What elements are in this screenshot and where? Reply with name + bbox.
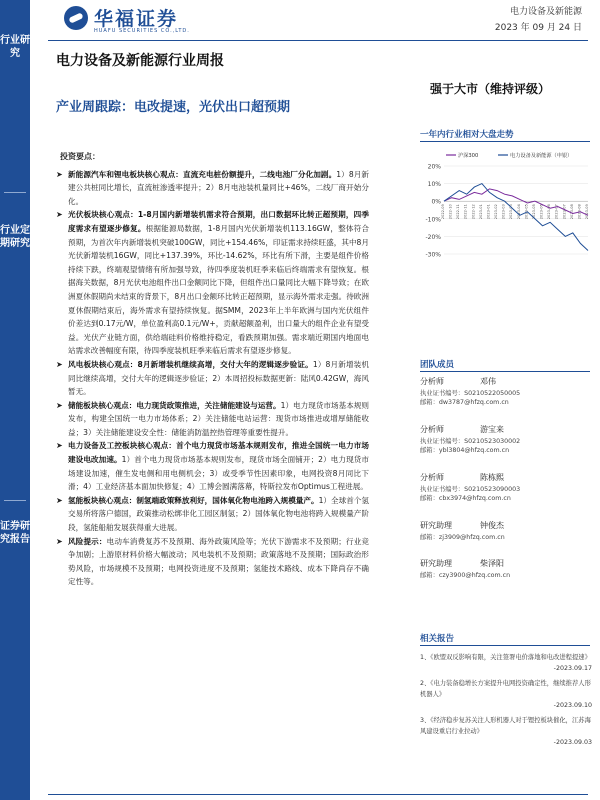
analyst-cert: 执业证书编号：S0210522050005: [420, 390, 521, 397]
x-tick-label: 2023-05: [524, 204, 529, 220]
arrow-bullet-icon: ➤: [56, 441, 63, 451]
sidebar-divider: [4, 500, 26, 501]
analyst-cert: 执业证书编号：S0210523090003: [420, 486, 521, 493]
sidebar-label-periodic: 行业定期研究: [0, 225, 30, 249]
header-divider: [48, 40, 588, 41]
x-tick-label: 2023-08: [577, 204, 582, 220]
analyst-cert: 执业证书编号：S0210523030002: [420, 438, 521, 445]
report-subtitle: 产业周跟踪：电改提速，光伏出口超预期: [56, 100, 291, 115]
paragraph-solar: ➤ 光伏板块核心观点：1-8月国内新增装机需求符合预期，出口数据环比转正超预期，四季度需求有望逐步修复。根据能源局数据，1-8月国内光伏新增装机113.16GW，整体符合预期，为首次年内新增装机突破100GW，同比+154.46%，印证需求持续旺盛，其中8月光伏新增装机16GW，同比+137.39%，环比-14.62%，环比有所下滑，主要是组件价格持续下跌，终端观望情绪有所加强导致，待四季度装机旺季来临后终端需求有望恢复。根据海关数据，8月光伏电池组件出口金额同比下降，但组件出口量同比大幅下降导致；在欧洲夏休假期尚未结束的背景下，8月出口金额环比转正超预期，显示海外需求走强。待欧洲夏休假期结束后，海外需求有望持续恢复。据SMM，2023年上半年欧洲与国内光伏组件价差达到0.17元/W，单位盈利高0.1元/W+，贡献超额盈利，出口量大的组件企业有望受益。光伏产业链方面，供给端硅料价格维持稳定，看跌预期加强。需求端近期国内地面电站需求改善幅度有限，待四季度装机旺季来临后需求有望逐步修复。: [56, 210, 370, 356]
x-tick-label: 2023-03: [501, 204, 506, 220]
logo-name-cn: 华福证券: [94, 8, 179, 30]
y-tick-label: 20%: [427, 163, 441, 171]
rating-badge: 强于大市（维持评级）: [430, 82, 551, 96]
investment-highlights: [56, 150, 369, 589]
company-logo: [64, 3, 214, 37]
x-tick-label: 2023-07: [562, 204, 567, 220]
arrow-bullet-icon: ➤: [56, 210, 63, 220]
analyst-name: 柴泽阳: [480, 559, 504, 568]
x-tick-label: 2023-09: [585, 204, 589, 220]
x-tick-label: 2022-10: [448, 204, 453, 220]
sidebar: [0, 0, 30, 800]
related-report-date: -2023.09.10: [553, 702, 592, 709]
paragraph-hydrogen: ➤ 氢能板块核心观点：制氢端政策释放利好，国体氧化物电池跨入规模量产。1）全球首个氢交易所将落户德国，政策推动松绑非化工园区制氢；2）国体氧化物电池将跨入规模量产阶段，氢能船舶发展获得重大进展。: [56, 495, 369, 533]
relative-performance-chart: [418, 148, 594, 270]
footer-divider: [48, 794, 588, 795]
analyst-email: 邮箱：dw3787@hfzq.com.cn: [420, 399, 509, 406]
analyst-name: 钟俊杰: [480, 521, 504, 530]
sidebar-divider: [4, 192, 26, 193]
related-report-date: -2023.09.03: [553, 739, 592, 746]
analyst-name: 游宝来: [480, 425, 504, 434]
related-report-link[interactable]: 1、《欧盟双反影响有限，关注签署电价落地和电改进程提速》 -2023.09.17: [420, 654, 592, 672]
x-tick-label: 2023-01: [486, 204, 491, 220]
related-section-title: 相关报告: [420, 632, 590, 646]
analyst-role: 研究助理: [420, 559, 452, 568]
doc-category: 电力设备及新能源: [509, 7, 582, 17]
analyst-role: 研究助理: [420, 521, 452, 530]
y-tick-label: -30%: [425, 251, 441, 259]
x-tick-label: 2022-09: [441, 204, 445, 220]
page-header: [0, 0, 600, 40]
analyst-email: 邮箱：zj3909@hfzq.com.cn: [420, 534, 505, 541]
analyst-name: 邓伟: [480, 377, 496, 386]
analyst-list: [420, 376, 592, 596]
arrow-bullet-icon: ➤: [56, 495, 63, 505]
x-tick-label: 2022-11: [456, 204, 461, 220]
related-report-link[interactable]: 3、《经济稳步复苏关注人形机器人对于锂控板块催化，江苏海风建设重启行业拉动》 -2023.09.03: [420, 717, 592, 746]
sidebar-label-industry: 行业研究: [0, 35, 30, 59]
analyst-role: 分析师: [420, 425, 444, 434]
x-tick-label: 2023-06: [539, 204, 544, 220]
header-meta: [495, 4, 582, 36]
x-tick-label: 2023-06: [547, 204, 552, 220]
arrow-bullet-icon: ➤: [56, 536, 63, 546]
chart-svg: [418, 148, 594, 270]
y-tick-label: -10%: [425, 216, 441, 224]
chart-section-title: 一年内行业相对大盘走势: [420, 128, 590, 142]
analyst-entry: [420, 472, 592, 506]
logo-emblem-icon: [64, 6, 88, 30]
section-heading: 投资要点：: [60, 152, 100, 161]
x-tick-label: 2023-03: [509, 204, 514, 220]
x-tick-label: 2023-01: [478, 204, 483, 220]
paragraph-ev-battery: ➤ 新能源汽车和锂电板块核心观点：直流充电桩份额提升，二线电池厂分化加剧。1）8月新建公共桩同比增长，直流桩渗透率提升；2）8月电池装机量同比+46%，二线厂商开始分化。: [56, 169, 369, 206]
paragraph-risk: ➤ 风险提示：电动车消费复苏不及预期、海外政策风险等；光伏下游需求不及预期；行业竞争加剧；上游原材料价格大幅波动；风电装机不及预期；政策落地不及预期；国际政治形势风险，市场规模不及预期；电网投资进度不及预期；氢能技术路线、成本下降尚存不确定性等。: [56, 536, 369, 587]
arrow-bullet-icon: ➤: [56, 169, 63, 179]
paragraph-power-equipment: ➤ 电力设备及工控板块核心观点：首个电力现货市场基本规则发布，推进全国统一电力市场建设电改加速。1）首个电力现货市场基本规则发布，现货市场全面铺开；2）电力现货市场建设加速，催生发电侧和用电侧机会；3）或受季节性因素印象，电网投资8月同比下滑；4）工业经济基本面加快修复；4）工博会圆满落幕，特斯拉发布Optimus工程进展。: [56, 441, 369, 492]
analyst-name: 陈栋熙: [480, 473, 504, 482]
legend-entry: 沪深300: [458, 153, 479, 159]
report-date: 2023 年 09 月 24 日: [494, 23, 582, 33]
y-tick-label: 0%: [431, 198, 441, 206]
x-tick-label: 2023-07: [554, 204, 559, 220]
analyst-entry: [420, 520, 592, 544]
analyst-email: 邮箱：ybl3804@hfzq.com.cn: [420, 447, 510, 454]
related-report-link[interactable]: 2、《电力装备稳增长方案提升电网投资确定性，继续推荐人形机器人》 -2023.09.10: [420, 680, 592, 709]
x-tick-label: 2023-02: [494, 204, 499, 220]
x-tick-label: 2022-12: [471, 204, 476, 220]
report-title: 电力设备及新能源行业周报: [56, 53, 224, 69]
x-tick-label: 2022-11: [463, 204, 468, 220]
paragraph-wind: ➤ 风电板块核心观点：8月新增装机继续高增，交付大年的逻辑逐步验证。1）8月新增装机同比继续高增，交付大年的逻辑逐步验证；2）本周招投标数据更新：陆风0.42GW，海风暂无。: [56, 359, 369, 397]
y-tick-label: 10%: [427, 181, 441, 189]
paragraph-storage: ➤ 储能板块核心观点：电力现货政策推进，关注储能建设与运营。1）电力现货市场基本规则发布，构建全国统一电力市场体系；2）关注储能电站运营：现货市场推进或增厚储能收益；3）关注储能建设安全性：储能消防温控热管理等重要性提升。: [56, 400, 369, 437]
analyst-role: 分析师: [420, 473, 444, 482]
logo-name-en: HUAFU SECURITIES CO.,LTD.: [94, 28, 190, 34]
analyst-entry: [420, 376, 592, 410]
x-tick-label: 2023-08: [569, 204, 574, 220]
x-tick-label: 2023-05: [531, 204, 536, 220]
analyst-role: 分析师: [420, 377, 444, 386]
analyst-email: 邮箱：cbx3974@hfzq.com.cn: [420, 495, 511, 502]
sidebar-label-report: 证券研究报告: [0, 521, 30, 545]
team-section-title: 团队成员: [420, 358, 590, 372]
y-tick-label: -20%: [425, 233, 441, 241]
analyst-entry: [420, 558, 592, 582]
analyst-email: 邮箱：czy3900@hfzq.com.cn: [420, 572, 511, 579]
x-tick-label: 2023-04: [516, 204, 521, 220]
legend-entry: 电力设备及新能源（申银）: [510, 153, 573, 159]
arrow-bullet-icon: ➤: [56, 400, 63, 410]
analyst-entry: [420, 424, 592, 458]
arrow-bullet-icon: ➤: [56, 359, 63, 369]
related-report-date: -2023.09.17: [553, 665, 592, 672]
related-reports-list: [420, 652, 592, 752]
